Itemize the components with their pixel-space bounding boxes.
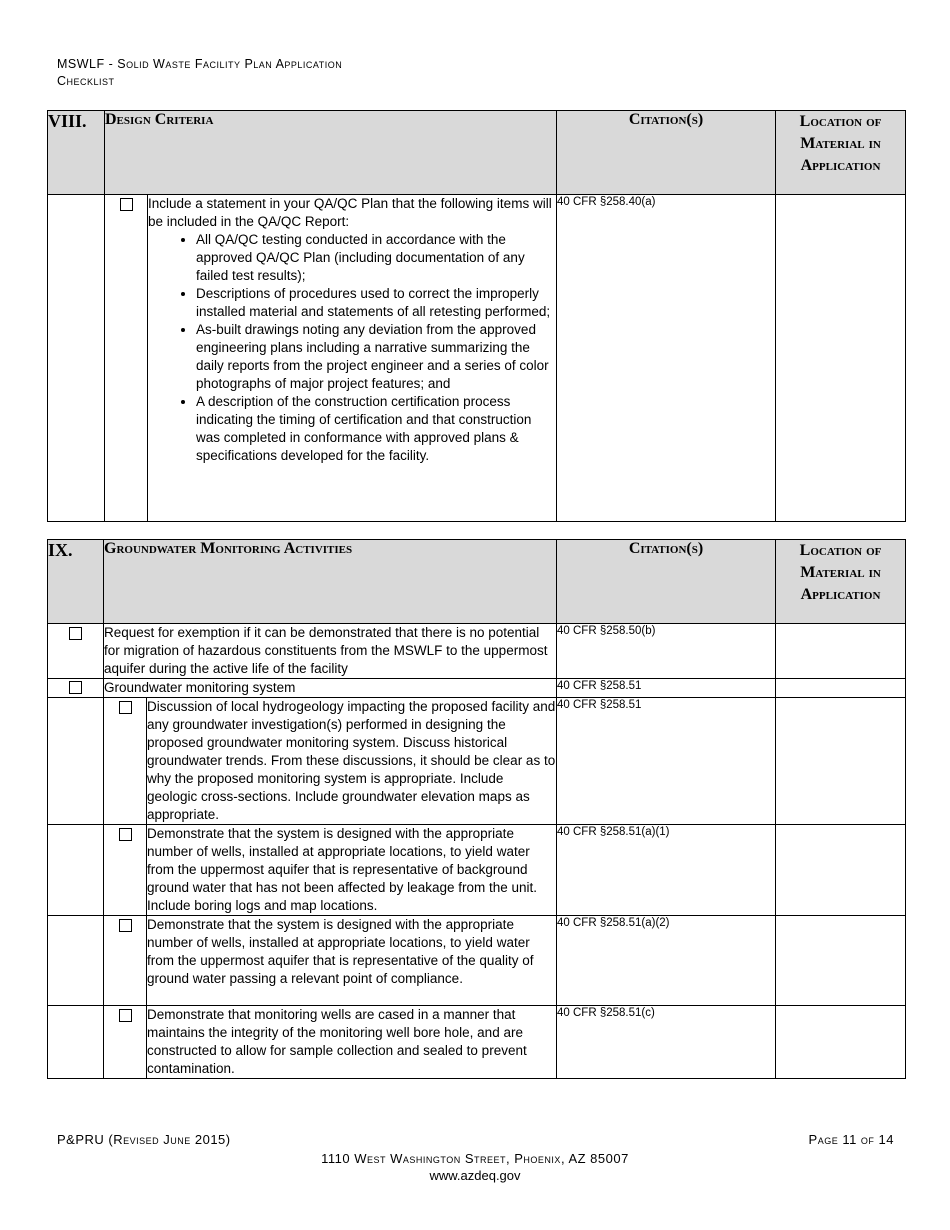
section-title: Design Criteria bbox=[105, 111, 557, 195]
location-cell[interactable] bbox=[776, 916, 906, 1006]
checkbox[interactable] bbox=[119, 828, 132, 841]
indent-cell bbox=[48, 1006, 104, 1079]
checkbox-cell bbox=[104, 698, 147, 825]
checkbox-cell bbox=[104, 1006, 147, 1079]
citation-cell: 40 CFR §258.51 bbox=[557, 679, 776, 698]
checkbox[interactable] bbox=[120, 198, 133, 211]
list-item: • All QA/QC testing conducted in accordance with the approved QA/QC Plan (including documentation of any failed test results); bbox=[196, 231, 556, 285]
document-header bbox=[57, 56, 342, 90]
citation-cell: 40 CFR §258.51 bbox=[557, 698, 776, 825]
item-text: Demonstrate that the system is designed with the appropriate number of wells, installed at appropriate locations, to yield water from the uppermost aquifer that is representative of background ground water that has not been affected by leakage from the unit. Include boring logs and map locations. bbox=[147, 825, 557, 916]
checkbox-cell bbox=[104, 916, 147, 1006]
checklist-row bbox=[48, 825, 906, 916]
bullet-list bbox=[148, 231, 556, 465]
header-subtitle: Checklist bbox=[57, 74, 115, 88]
section-number: IX. bbox=[48, 540, 104, 624]
checklist-row bbox=[48, 916, 906, 1006]
footer-contact bbox=[0, 1150, 950, 1184]
footer-revision: P&PRU (Revised June 2015) bbox=[57, 1132, 231, 1147]
item-text: Request for exemption if it can be demonstrated that there is no potential for migration of hazardous constituents from the MSWLF to the uppermost aquifer during the active life of the facility bbox=[104, 624, 557, 679]
list-item: • Descriptions of procedures used to correct the improperly installed material and statements of all retesting performed; bbox=[196, 285, 556, 321]
citation-cell: 40 CFR §258.51(a)(1) bbox=[557, 825, 776, 916]
citation-cell: 40 CFR §258.51(c) bbox=[557, 1006, 776, 1079]
list-item: • A description of the construction certification process indicating the timing of certification and that construction was completed in conformance with approved plans & specifications developed for the facility. bbox=[196, 393, 556, 465]
location-cell[interactable] bbox=[776, 624, 906, 679]
section-viii-table bbox=[47, 110, 906, 522]
footer-address: 1110 West Washington Street, Phoenix, AZ 85007 bbox=[321, 1151, 629, 1166]
item-text: Demonstrate that the system is designed with the appropriate number of wells, installed at appropriate locations, to yield water from the uppermost aquifer that is representative of the quality of ground water passing a relevant point of compliance. bbox=[147, 916, 557, 1006]
checkbox[interactable] bbox=[69, 627, 82, 640]
item-text: Groundwater monitoring system bbox=[104, 679, 557, 698]
indent-cell bbox=[48, 916, 104, 1006]
indent-cell bbox=[48, 698, 104, 825]
item-text: Discussion of local hydrogeology impacting the proposed facility and any groundwater investigation(s) performed in designing the proposed groundwater monitoring system. Discuss historical groundwater trends. From these discussions, it should be clear as to why the proposed monitoring system is appropriate. Include geologic cross-sections. Include groundwater elevation maps as appropriate. bbox=[147, 698, 557, 825]
location-cell[interactable] bbox=[776, 195, 906, 522]
citation-cell: 40 CFR §258.40(a) bbox=[557, 195, 776, 522]
location-cell[interactable] bbox=[776, 1006, 906, 1079]
item-intro: Include a statement in your QA/QC Plan that the following items will be included in the QA/QC Report: bbox=[148, 196, 552, 229]
citation-header: Citation(s) bbox=[557, 111, 776, 195]
checklist-row bbox=[48, 679, 906, 698]
section-title: Groundwater Monitoring Activities bbox=[104, 540, 557, 624]
checkbox[interactable] bbox=[119, 701, 132, 714]
footer-website[interactable]: www.azdeq.gov bbox=[429, 1168, 521, 1183]
section-ix-header-row bbox=[48, 540, 906, 624]
item-text: Demonstrate that monitoring wells are cased in a manner that maintains the integrity of the monitoring well bore hole, and are constructed to allow for sample collection and sealed to prevent contamination. bbox=[147, 1006, 557, 1079]
section-viii-header-row bbox=[48, 111, 906, 195]
checkbox[interactable] bbox=[119, 1009, 132, 1022]
indent-cell bbox=[48, 825, 104, 916]
location-cell[interactable] bbox=[776, 825, 906, 916]
checkbox[interactable] bbox=[69, 681, 82, 694]
checkbox[interactable] bbox=[119, 919, 132, 932]
item-text bbox=[148, 195, 557, 522]
location-cell[interactable] bbox=[776, 698, 906, 825]
citation-cell: 40 CFR §258.51(a)(2) bbox=[557, 916, 776, 1006]
checklist-row bbox=[48, 698, 906, 825]
citation-header: Citation(s) bbox=[557, 540, 776, 624]
checkbox-cell bbox=[104, 825, 147, 916]
checkbox-cell bbox=[105, 195, 148, 522]
checklist-row bbox=[48, 1006, 906, 1079]
checkbox-cell bbox=[48, 679, 104, 698]
location-header: Location of Material in Application bbox=[776, 540, 906, 624]
indent-cell bbox=[48, 195, 105, 522]
section-ix-table bbox=[47, 539, 906, 1079]
header-title: MSWLF - Solid Waste Facility Plan Application bbox=[57, 57, 343, 71]
checkbox-cell bbox=[48, 624, 104, 679]
location-header: Location of Material in Application bbox=[776, 111, 906, 195]
checklist-row bbox=[48, 624, 906, 679]
checklist-row bbox=[48, 195, 906, 522]
section-number: VIII. bbox=[48, 111, 105, 195]
footer-page-number: Page 11 of 14 bbox=[808, 1132, 894, 1147]
list-item: • As-built drawings noting any deviation from the approved engineering plans including a narrative summarizing the daily reports from the project engineer and a series of color photographs of major project features; and bbox=[196, 321, 556, 393]
citation-cell: 40 CFR §258.50(b) bbox=[557, 624, 776, 679]
location-cell[interactable] bbox=[776, 679, 906, 698]
